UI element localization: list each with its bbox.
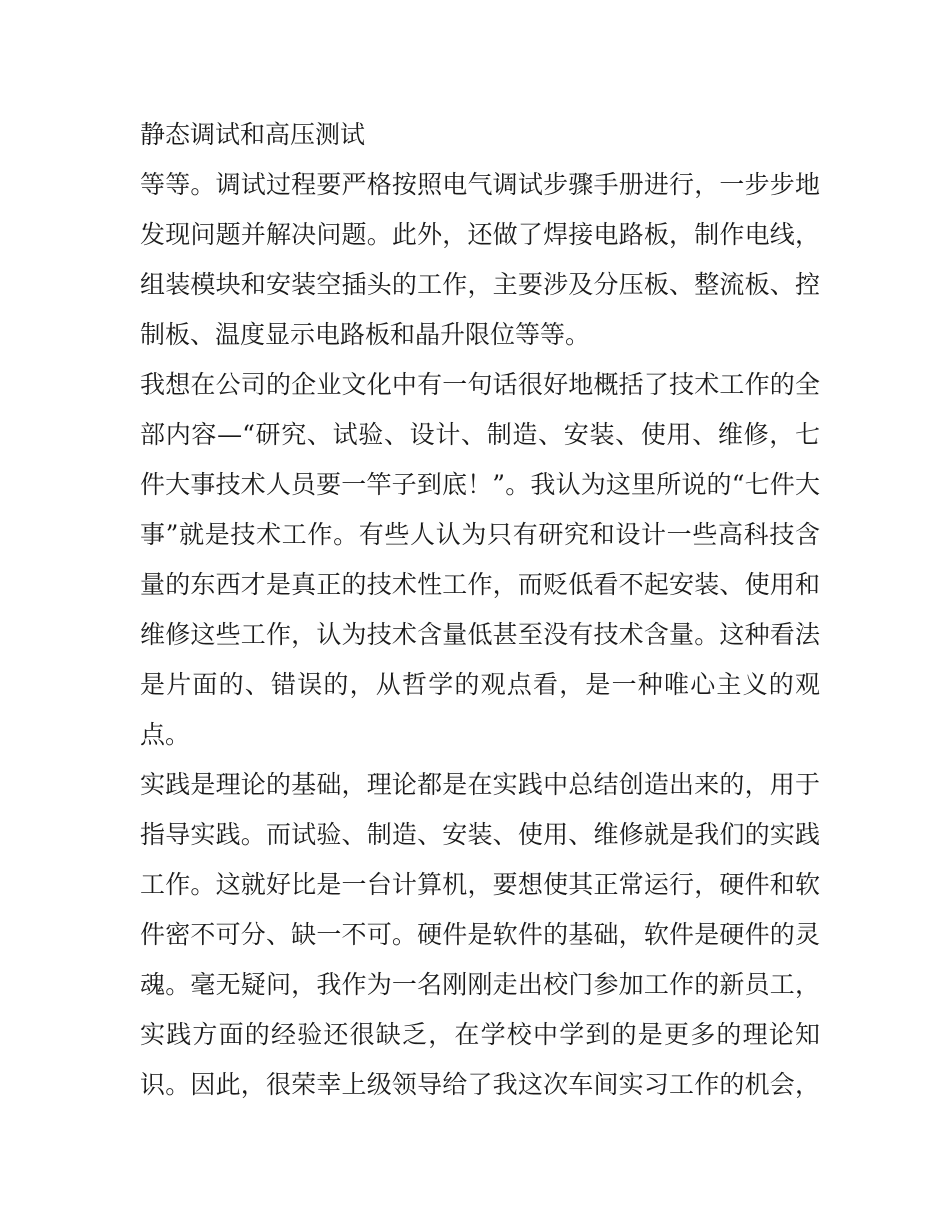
paragraph-line: 发现问题并解决问题。此外，还做了焊接电路板，制作电线， (140, 220, 820, 249)
paragraph-line: 制板、温度显示电路板和晶升限位等等。 (140, 320, 591, 349)
paragraph-line: 魂。毫无疑问，我作为一名刚刚走出校门参加工作的新员工， (140, 970, 820, 999)
paragraph-line: 等等。调试过程要严格按照电气调试步骤手册进行，一步步地 (140, 170, 820, 199)
paragraph-line: 量的东西才是真正的技术性工作，而贬低看不起安装、使用和 (140, 570, 820, 599)
paragraph-line: 指导实践。而试验、制造、安装、使用、维修就是我们的实践 (140, 820, 820, 849)
paragraph-line: 实践方面的经验还很缺乏，在学校中学到的是更多的理论知 (140, 1020, 820, 1049)
paragraph-line: 实践是理论的基础，理论都是在实践中总结创造出来的，用于 (140, 770, 820, 799)
paragraph-line: 点。 (140, 720, 191, 749)
paragraph-line: 部内容—“研究、试验、设计、制造、安装、使用、维修，七 (140, 420, 820, 449)
paragraph-line: 是片面的、错误的，从哲学的观点看，是一种唯心主义的观 (140, 670, 820, 699)
paragraph-2 (140, 360, 820, 760)
paragraph-line: 识。因此，很荣幸上级领导给了我这次车间实习工作的机会， (140, 1070, 820, 1099)
paragraph-line: 组装模块和安装空插头的工作，主要涉及分压板、整流板、控 (140, 270, 820, 299)
document-page (140, 110, 820, 1110)
paragraph-line: 事”就是技术工作。有些人认为只有研究和设计一些高科技含 (140, 520, 820, 549)
section-heading: 静态调试和高压测试 (140, 120, 366, 149)
paragraph-3 (140, 760, 820, 1110)
paragraph-line: 工作。这就好比是一台计算机，要想使其正常运行，硬件和软 (140, 870, 820, 899)
paragraph-1 (140, 160, 820, 360)
paragraph-line: 件大事技术人员要一竿子到底！”。我认为这里所说的“七件大 (140, 470, 820, 499)
paragraph-line: 维修这些工作，认为技术含量低甚至没有技术含量。这种看法 (140, 620, 820, 649)
paragraph-line: 我想在公司的企业文化中有一句话很好地概括了技术工作的全 (140, 370, 820, 399)
paragraph-line: 件密不可分、缺一不可。硬件是软件的基础，软件是硬件的灵 (140, 920, 820, 949)
